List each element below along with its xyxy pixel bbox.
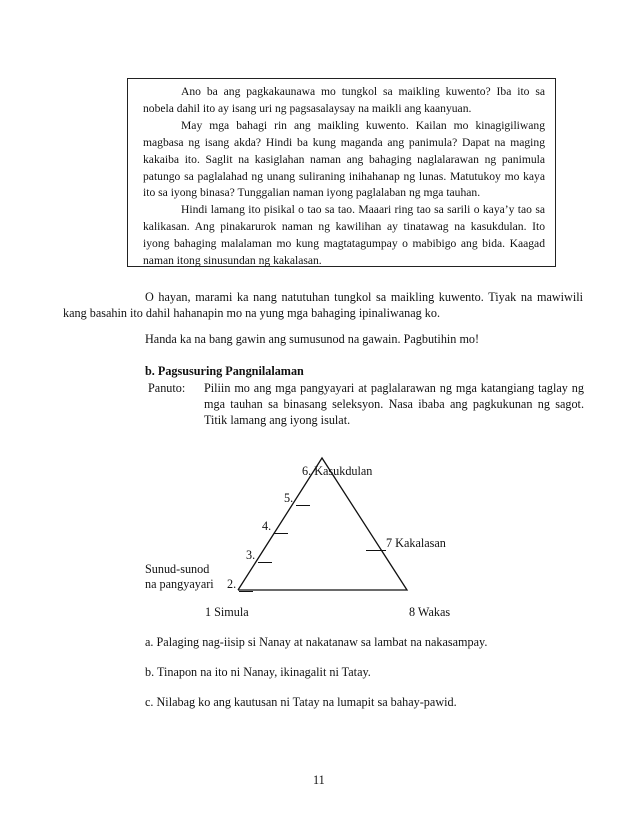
label-2 [227, 576, 253, 592]
answer-blank-7[interactable] [366, 538, 386, 551]
intro-paragraph-3: Hindi lamang ito pisikal o tao sa tao. Maaari ring tao sa sarili o kaya’y tao sa kalikasan. Ang pinakarurok naman ng kawilihan ay tinatawag na kasukdulan. Ito iyong bahaging malalaman mo kung magtatagumpay o mabibigo ang bida. Kaagad naman itong sinusundan ng kakalasan. [143, 203, 545, 268]
choice-b: b. Tinapon na ito ni Nanay, ikinagalit ni Tatay. [145, 665, 371, 679]
label-kasukdulan [302, 463, 372, 479]
choice-c: c. Nilabag ko ang kautusan ni Tatay na lumapit sa bahay-pawid. [145, 695, 457, 709]
intro-paragraph-2: May mga bahagi rin ang maikling kuwento. Kailan mo kinagigiliwang magbasa ng isang akda? Hindi ba kung maganda ang panimula? Dapat na maging kakaiba ito. Saglit na kasiglahan naman ang bahaging naglalarawan ng panimula patungo sa paglalahad ng unang suliraning inihahanap ng lunas. Matutukoy mo kaya ito sa iyong binasa? Tunggalian naman iyong paglalaban ng mga tauhan. [143, 118, 545, 200]
body-paragraph-2: Handa ka na bang gawin ang sumusunod na gawain. Pagbutihin mo! [145, 332, 480, 346]
choice-a: a. Palaging nag-iisip si Nanay at nakatanaw sa lambat na nakasampay. [145, 635, 488, 649]
side-label-line-1: Sunud-sunod [145, 562, 210, 576]
body-paragraph-1: O hayan, marami ka nang natutuhan tungkol sa maikling kuwento. Tiyak na mawiwili kang basahin ito dahil hahanapin mo na yung mga bahaging ipinaliwanag ko. [63, 290, 583, 320]
intro-paragraph-1: Ano ba ang pagkakaunawa mo tungkol sa maikling kuwento? Iba ito sa nobela dahil ito ay isang uri ng pagsasalaysay na maikli ang kaanyuan. [143, 85, 545, 115]
label-kasukdulan-text: Kasukdulan [314, 464, 373, 478]
answer-blank-3[interactable] [258, 550, 272, 563]
label-6-number: 6. [302, 464, 312, 478]
label-5 [284, 490, 310, 506]
side-label-line-2: na pangyayari [145, 577, 214, 591]
answer-blank-4[interactable] [274, 521, 288, 534]
label-5-number: 5. [284, 491, 294, 505]
label-4-number: 4. [262, 519, 272, 533]
label-8-wakas: 8 Wakas [409, 605, 451, 619]
answer-blank-5[interactable] [296, 493, 310, 506]
instruction-label: Panuto: [148, 381, 186, 395]
label-4 [262, 518, 288, 534]
label-1-simula: 1 Simula [205, 605, 249, 619]
label-7 [366, 535, 446, 551]
label-3 [246, 547, 272, 563]
label-7-text: 7 Kakalasan [386, 536, 446, 550]
label-2-number: 2. [227, 577, 237, 591]
page-number: 11 [313, 773, 325, 787]
section-title: b. Pagsusuring Pangnilalaman [145, 364, 304, 378]
answer-blank-2[interactable] [239, 579, 253, 592]
label-3-number: 3. [246, 548, 256, 562]
instruction-text: Piliin mo ang mga pangyayari at paglalarawan ng mga katangiang taglay ng mga tauhan sa binasang seleksyon. Nasa ibaba ang pagkukunan ng sagot. Titik lamang ang iyong isulat. [204, 381, 584, 427]
